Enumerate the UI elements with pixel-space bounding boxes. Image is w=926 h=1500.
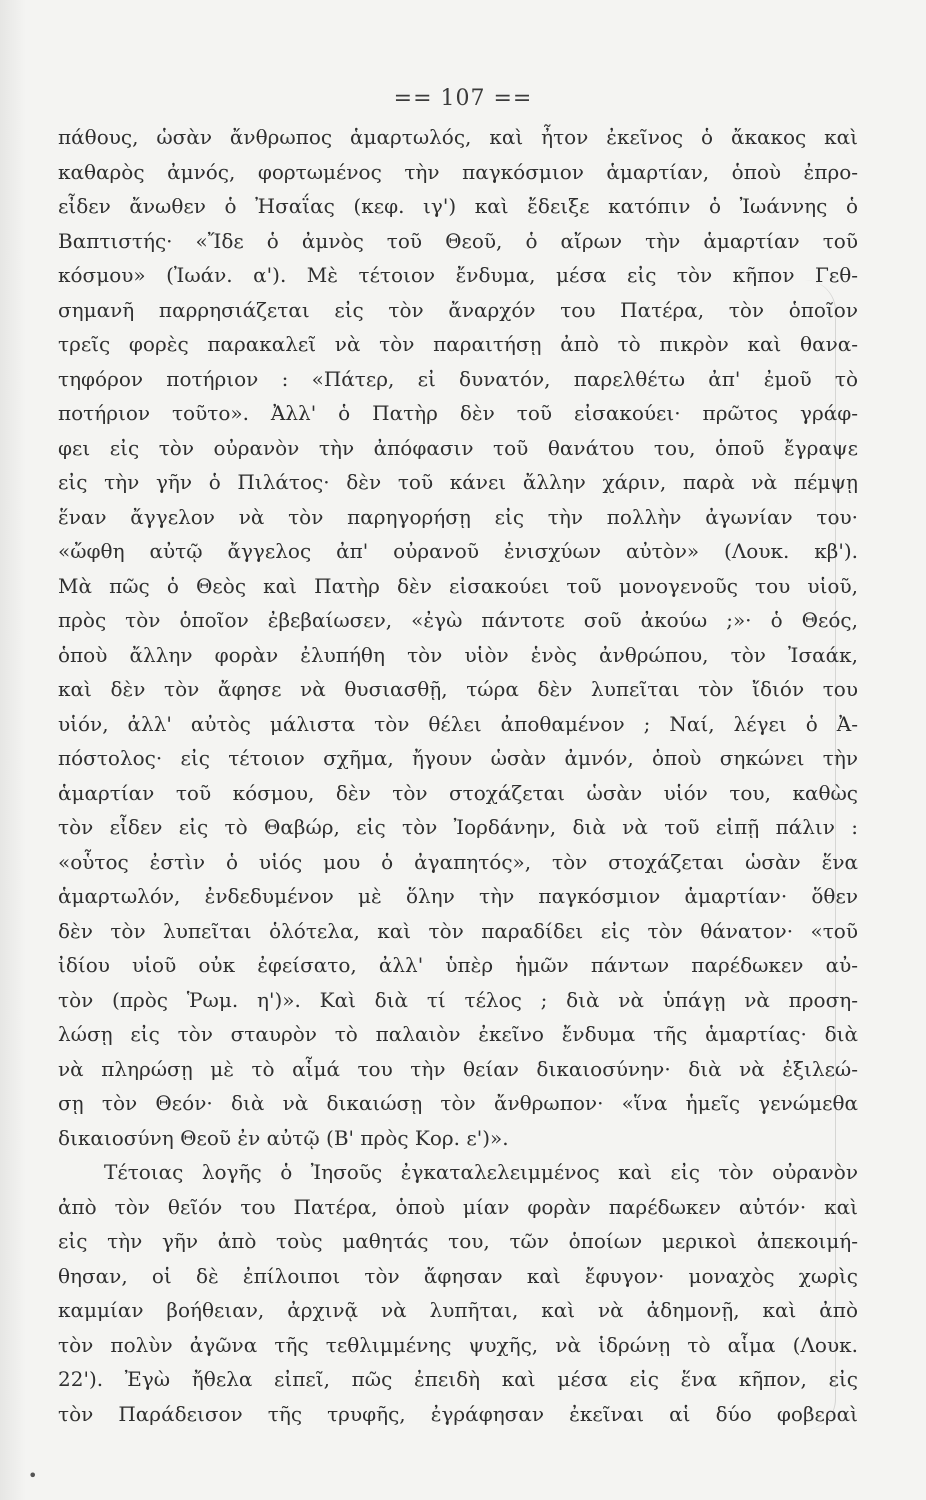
page-edge-shadow xyxy=(0,0,26,1500)
text-line: θησαν, οἱ δὲ ἐπίλοιποι τὸν ἄφησαν καὶ ἔφυγον· μοναχὸς χωρὶς xyxy=(58,1263,858,1288)
body-text xyxy=(58,120,858,1431)
text-line: τὸν (πρὸς Ῥωμ. η')». Καὶ διὰ τί τέλος ; διὰ νὰ ὑπάγῃ νὰ προση- xyxy=(58,987,858,1012)
text-line: πρὸς τὸν ὁποῖον ἐβεβαίωσεν, «ἐγὼ πάντοτε σοῦ ἀκούω ;»· ὁ Θεός, xyxy=(58,608,858,632)
text-line: πάθους, ὡσὰν ἄνθρωπος ἁμαρτωλός, καὶ ἦτον ἐκεῖνος ὁ ἄκακος καὶ xyxy=(58,125,858,149)
text-line: σῃ τὸν Θεόν· διὰ νὰ δικαιώσῃ τὸν ἄνθρωπον· «ἵνα ἡμεῖς γενώμεθα xyxy=(58,1091,858,1115)
text-line: τὸν εἶδεν εἰς τὸ Θαβώρ, εἰς τὸν Ἰορδάνην, διὰ νὰ τοῦ εἰπῇ πάλιν : xyxy=(58,815,858,839)
text-line: λώσῃ εἰς τὸν σταυρὸν τὸ παλαιὸν ἐκεῖνο ἔνδυμα τῆς ἁμαρτίας· διὰ xyxy=(58,1022,858,1046)
text-line: καὶ δὲν τὸν ἄφησε νὰ θυσιασθῇ, τώρα δὲν λυπεῖται τὸν ἴδιόν του xyxy=(58,677,858,701)
text-line: τηφόρον ποτήριον : «Πάτερ, εἰ δυνατόν, παρελθέτω ἀπ' ἐμοῦ τὸ xyxy=(58,366,858,391)
text-line: εἶδεν ἄνωθεν ὁ Ἠσαΐας (κεφ. ιγ') καὶ ἔδειξε κατόπιν ὁ Ἰωάννης ὁ xyxy=(58,194,858,218)
text-line: σημανῆ παρρησιάζεται εἰς τὸν ἄναρχόν του Πατέρα, τὸν ὁποῖον xyxy=(58,297,858,322)
text-line: ποτήριον τοῦτο». Ἀλλ' ὁ Πατὴρ δὲν τοῦ εἰσακούει· πρῶτος γράφ- xyxy=(58,401,858,425)
text-line: καμμίαν βοήθειαν, ἀρχινᾷ νὰ λυπῆται, καὶ νὰ ἀδημονῇ, καὶ ἀπὸ xyxy=(58,1298,858,1322)
text-line: ἕναν ἄγγελον νὰ τὸν παρηγορήσῃ εἰς τὴν πολλὴν ἀγωνίαν του· xyxy=(58,504,858,529)
text-line: ὁποὺ ἄλλην φορὰν ἐλυπήθη τὸν υἱὸν ἑνὸς ἀνθρώπου, τὸν Ἰσαάκ, xyxy=(58,642,858,667)
text-line: τὸν Παράδεισον τῆς τρυφῆς, ἐγράφησαν ἐκεῖναι αἱ δύο φοβεραὶ xyxy=(58,1401,858,1426)
text-line: υἱόν, ἀλλ' αὐτὸς μάλιστα τὸν θέλει ἀποθαμένον ; Ναί, λέγει ὁ Ἀ- xyxy=(58,711,858,736)
text-line: Μὰ πῶς ὁ Θεὸς καὶ Πατὴρ δὲν εἰσακούει τοῦ μονογενοῦς του υἱοῦ, xyxy=(58,573,858,598)
text-line: φει εἰς τὸν οὐρανὸν τὴν ἀπόφασιν τοῦ θανάτου του, ὁποῦ ἔγραψε xyxy=(58,435,858,460)
text-line: εἰς τὴν γῆν ὁ Πιλάτος· δὲν τοῦ κάνει ἄλλην χάριν, παρὰ νὰ πέμψῃ xyxy=(58,470,858,494)
text-line: 22'). Ἐγὼ ἤθελα εἰπεῖ, πῶς ἐπειδὴ καὶ μέσα εἰς ἕνα κῆπον, εἰς xyxy=(58,1367,858,1391)
text-line: ἁμαρτωλόν, ἐνδεδυμένον μὲ ὅλην τὴν παγκόσμιον ἁμαρτίαν· ὅθεν xyxy=(58,884,858,908)
text-line: «οὗτος ἐστὶν ὁ υἱός μου ὁ ἀγαπητός», τὸν στοχάζεται ὡσὰν ἕνα xyxy=(58,849,858,874)
margin-mark: • xyxy=(28,1466,38,1485)
text-line: ἀπὸ τὸν θεῖόν του Πατέρα, ὁποὺ μίαν φορὰν παρέδωκεν αὐτόν· καὶ xyxy=(58,1194,858,1219)
text-line: νὰ πληρώσῃ μὲ τὸ αἷμά του τὴν θείαν δικαιοσύνην· διὰ νὰ ἐξιλεώ- xyxy=(58,1056,858,1081)
text-line: πόστολος· εἰς τέτοιον σχῆμα, ἤγουν ὡσὰν ἀμνόν, ὁποὺ σηκώνει τὴν xyxy=(58,746,858,770)
text-line: εἰς τὴν γῆν ἀπὸ τοὺς μαθητάς του, τῶν ὁποίων μερικοὶ ἀπεκοιμή- xyxy=(58,1229,858,1253)
text-line: Τέτοιας λογῆς ὁ Ἰησοῦς ἐγκαταλελειμμένος καὶ εἰς τὸν οὐρανὸν xyxy=(104,1160,858,1184)
text-line: Βαπτιστής· «Ἴδε ὁ ἀμνὸς τοῦ Θεοῦ, ὁ αἴρων τὴν ἁμαρτίαν τοῦ xyxy=(58,228,858,253)
text-line: τὸν πολὺν ἀγῶνα τῆς τεθλιμμένης ψυχῆς, νὰ ἱδρώνῃ τὸ αἷμα (Λουκ. xyxy=(58,1332,858,1357)
text-line: ἰδίου υἱοῦ οὐκ ἐφείσατο, ἀλλ' ὑπὲρ ἡμῶν πάντων παρέδωκεν αὐ- xyxy=(58,953,858,977)
text-line: κόσμου» (Ἰωάν. α'). Μὲ τέτοιον ἔνδυμα, μέσα εἰς τὸν κῆπον Γεθ- xyxy=(58,263,858,287)
text-line: τρεῖς φορὲς παρακαλεῖ νὰ τὸν παραιτήσῃ ἀπὸ τὸ πικρὸν καὶ θανα- xyxy=(58,332,858,356)
text-line: καθαρὸς ἀμνός, φορτωμένος τὴν παγκόσμιον ἁμαρτίαν, ὁποὺ ἐπρο- xyxy=(58,159,858,184)
page-number: == 107 == xyxy=(393,86,533,111)
text-line: δὲν τὸν λυπεῖται ὁλότελα, καὶ τὸν παραδίδει εἰς τὸν θάνατον· «τοῦ xyxy=(58,918,858,943)
text-line: ἁμαρτίαν τοῦ κόσμου, δὲν τὸν στοχάζεται ὡσὰν υἱόν του, καθὼς xyxy=(58,780,858,805)
text-line: δικαιοσύνη Θεοῦ ἐν αὐτῷ (Β' πρὸς Κορ. ε')». xyxy=(58,1125,509,1150)
text-line: «ὤφθη αὐτῷ ἄγγελος ἀπ' οὐρανοῦ ἐνισχύων αὐτὸν» (Λουκ. κβ'). xyxy=(58,539,858,563)
